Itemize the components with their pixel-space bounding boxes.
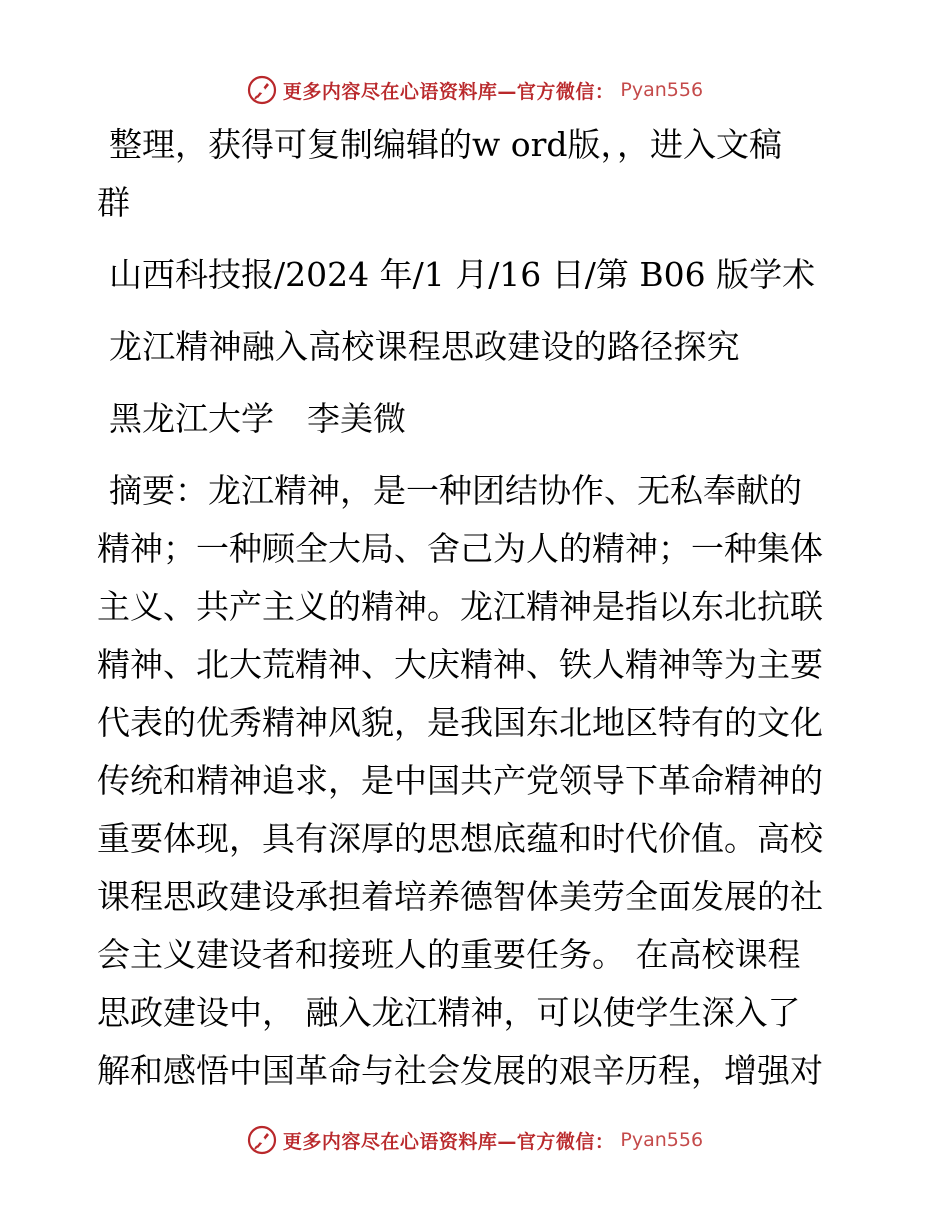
article-title	[97, 318, 849, 376]
watermark-handle: Pyan556	[620, 79, 704, 101]
abstract-line-6: 传统和精神追求，是中国共产党领导下革命精神的	[97, 761, 823, 800]
header-watermark-banner	[0, 70, 950, 110]
intro-line-2: 群	[97, 183, 130, 222]
abstract-line-10: 思政建设中， 融入龙江精神，可以使学生深入了	[97, 993, 801, 1032]
watermark-handle: Pyan556	[620, 1129, 704, 1151]
abstract-line-11: 解和感悟中国革命与社会发展的艰辛历程，增强对	[97, 1051, 823, 1090]
source-line: 山西科技报/2024 年/1 月/16 日/第 B06 版学术	[109, 255, 816, 294]
abstract-line-3: 主义、共产主义的精神。龙江精神是指以东北抗联	[97, 587, 823, 626]
abstract-line-7: 重要体现，具有深厚的思想底蕴和时代价值。高校	[97, 819, 823, 858]
author-line: 黑龙江大学 李美微	[109, 399, 406, 438]
abstract-line-5: 代表的优秀精神风貌，是我国东北地区特有的文化	[97, 703, 823, 742]
watermark-text: 更多内容尽在心语资料库—官方微信：	[282, 1130, 615, 1153]
footer-watermark-banner	[0, 1120, 950, 1160]
intro-line-1: 整理，获得可复制编辑的w ord版，，进入文稿	[109, 125, 783, 164]
abstract-line-8: 课程思政建设承担着培养德智体美劳全面发展的社	[97, 877, 823, 916]
watermark-text: 更多内容尽在心语资料库—官方微信：	[282, 80, 615, 103]
abstract-line-1: 摘要：龙江精神，是一种团结协作、无私奉献的	[109, 471, 802, 510]
document-body	[97, 116, 849, 1100]
abstract-line-2: 精神；一种顾全大局、舍己为人的精神；一种集体	[97, 529, 823, 568]
pen-feather-icon	[247, 75, 277, 105]
article-title-text: 龙江精神融入高校课程思政建设的路径探究	[109, 327, 740, 366]
abstract-line-4: 精神、北大荒精神、大庆精神、铁人精神等为主要	[97, 645, 823, 684]
abstract-line-9: 会主义建设者和接班人的重要任务。 在高校课程	[97, 935, 801, 974]
pen-feather-icon	[247, 1125, 277, 1155]
